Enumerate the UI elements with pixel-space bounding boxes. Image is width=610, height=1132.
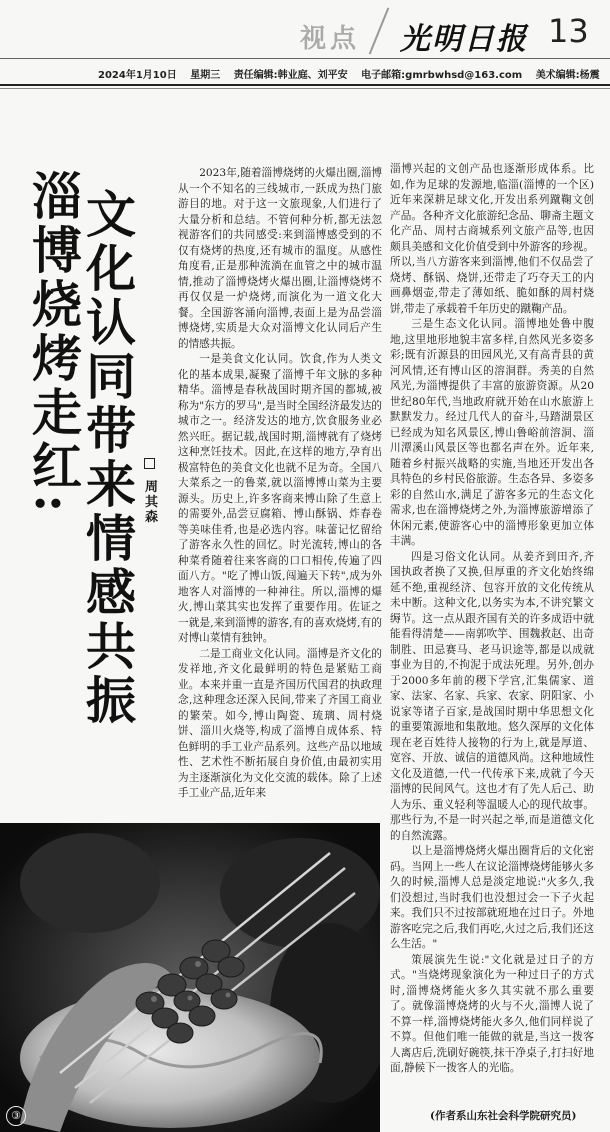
paragraph: 淄博兴起的文创产品也逐渐形成体系。比如,作为足球的发源地,临淄(淄博的一个区)近年来深耕足球文化,开发出系列蹴鞠文创产品。各种齐文化旅游纪念品、聊斋主题文化产品、周村古商城系列文旅产品等,也因颇具美感和文化价值受到中外游客的珍视。所以,当八方游客来到淄博,他们不仅品尝了烧烤、酥锅、烧饼,还带走了巧夺天工的内画鼻烟壶,带走了薄如纸、脆如酥的周村烧饼,带走了承载着千年历史的蹴鞠产品。 [390,163,594,315]
byline-square-icon [144,458,155,469]
editor-email: 电子邮箱:gmrbwhsd@163.com [361,70,523,81]
author-affiliation: (作者系山东社会科学院研究员) [430,1110,577,1122]
paragraph: 2023年,随着淄博烧烤的火爆出圈,淄博从一个不知名的三线城市,一跃成为热门旅游目的地。对于这一文旅现象,人们进行了大量分析和总结。不管何种分析,都无法忽视游客们的共同感受:来到淄博感受到的不仅有烧烤的热度,还有城市的温度。从感性角度看,正是那种流淌在血管之中的城市温情,推动了淄博烧烤火爆出圈,让淄博烧烤不再仅仅是一炉烧烤,而演化为一道文化大餐。全国游客涌向淄博,表面上是为品尝淄博烧烤,实质是大众对淄博文化认同后产生的情感共振。 [178,167,382,350]
paragraph: 二是工商业文化认同。淄博是齐文化的发祥地,齐文化最鲜明的特色是紧贴工商业。本来并重一直是齐国历代国君的执政理念,这种理念还深入民间,带来了齐国工商业的繁荣。如今,博山陶瓷、琉璃、周村烧饼、淄川火烧等,构成了淄博自成体系、特色鲜明的手工业产品系列。这些产品以地域性、艺术性不断拓展自身价值,由最初实用为主逐渐演化为文化交流的载体。除了上述手工业产品,近年来 [178,647,382,799]
masthead-divider [369,7,390,54]
article-column-1 [178,166,382,802]
header-rule-thin [0,88,610,89]
barbecue-photo [0,823,380,1132]
article-title: 淄博烧烤走红: [24,170,83,517]
barbecue-photo-image [0,823,380,1132]
responsible-editors: 责任编辑:韩业庭、刘平安 [233,70,348,81]
art-editor: 美术编辑:杨震 [535,70,600,81]
author-name: 周其森 [142,479,157,525]
paragraph: 三是生态文化认同。淄博地处鲁中腹地,这里地形地貌丰富多样,自然风光多姿多彩;既有沂源县的田园风光,又有高青县的黄河风情,还有博山区的溶洞群。秀美的自然风光,为淄博提供了丰富的旅游资源。从20世纪80年代,当地政府就开始在山水旅游上默默发力。经过几代人的奋斗,马踏湖景区已经成为知名风景区,博山鲁峪前溶洞、淄川潭溪山风景区等也都名声在外。近年来,随着乡村振兴战略的实施,当地还开发出各具特色的乡村民俗旅游。生态各异、多姿多彩的自然山水,满足了游客多元的生态文化需求,也在淄博烧烤之外,为淄博旅游增添了休闲元素,使游客心中的淄博形象更加立体丰满。 [390,318,594,547]
paragraph: 四是习俗文化认同。从姜齐到田齐,齐国执政者换了又换,但厚重的齐文化始终绵延不绝,重视经济、包容开放的文化传统从未中断。这种文化,以务实为本,不讲究繁文缛节。这一点从跟齐国有关的许多成语中就能看得清楚——南郭吹竽、围魏救赵、出奇制胜、田忌赛马、老马识途等,都是以成就事业为目的,不拘泥于成法死理。另外,创办于2000多年前的稷下学宫,汇集儒家、道家、法家、名家、兵家、农家、阴阳家、小说家等诸子百家,是战国时期中华思想文化的重要策源地和集散地。悠久深厚的文化体现在老百姓待人接物的行为上,就是厚道、宽容、开放、诚信的道德风尚。这种地域性文化及道德,一代一代传承下来,成就了今天淄博的民间风气。这也才有了先人后己、助人为乐、重义轻利等温暖人心的现代故事。那些行为,不是一时兴起之举,而是道德文化的自然流露。 [390,550,594,842]
article-column-2 [390,162,594,1077]
header-rule [0,84,610,86]
paragraph: 策展演先生说:"文化就是过日子的方式。"当烧烤现象演化为一种过日子的方式时,淄博烧烤能火多久其实就不那么重要了。就像淄博烧烤的火与不火,淄博人说了不算一样,淄博烧烤能火多久,他们同样说了不算。但他们唯一能做的就是,当这一拨客人离店后,洗刷好碗筷,抹干净桌子,打扫好地面,静候下一拨客人的光临。 [390,953,594,1074]
masthead-rule [0,58,610,59]
paragraph: 以上是淄博烧烤火爆出圈背后的文化密码。当网上一些人在议论淄博烧烤能够火多久的时候,淄博人总是淡定地说:"火多久,我们没想过,当时我们也没想过会一下子火起来。我们只不过按部就班地在过日子。外地游客吃完之后,我们再吃,火过之后,我们还这么生活。" [390,845,594,950]
dateline [98,66,610,81]
article-byline [140,458,159,525]
issue-weekday: 星期三 [190,70,221,81]
article-subtitle: 文化认同带来情感共振 [78,188,137,728]
paragraph: 一是美食文化认同。饮食,作为人类文化的基本成果,凝聚了淄博千年文脉的多种精华。淄博是春秋战国时期齐国的都城,被称为"东方的罗马",是当时全国经济最发达的城市之一。经济发达的地方,饮食服务业必然兴旺。据记载,战国时期,淄博就有了烧烤这种烹饪技术。因此,在这样的地方,孕育出极富特色的美食文化也就不足为奇。全国八大菜系之一的鲁菜,就以淄博博山菜为主要源头。历史上,许多客商来博山除了生意上的需要外,品尝豆腐箱、博山酥锅、炸春卷等美味佳肴,也是必选内容。味蕾记忆留给了游客永久性的回忆。时光流转,博山的各种菜肴随着往来客商的口口相传,传遍了四面八方。"吃了博山饭,闯遍天下转",成为外地客人对淄博的一种神往。所以,淄博的爆火,博山菜其实也发挥了重要作用。佐证之一就是,来到淄博的游客,有的喜欢烧烤,有的对博山菜情有独钟。 [178,353,382,644]
photo-number: ③ [6,1106,26,1126]
issue-date: 2024年1月10日 [98,70,177,81]
newspaper-name: 光明日报 [400,22,528,57]
page-number: 13 [548,12,589,50]
section-label: 视点 [300,24,361,54]
masthead [0,0,610,60]
